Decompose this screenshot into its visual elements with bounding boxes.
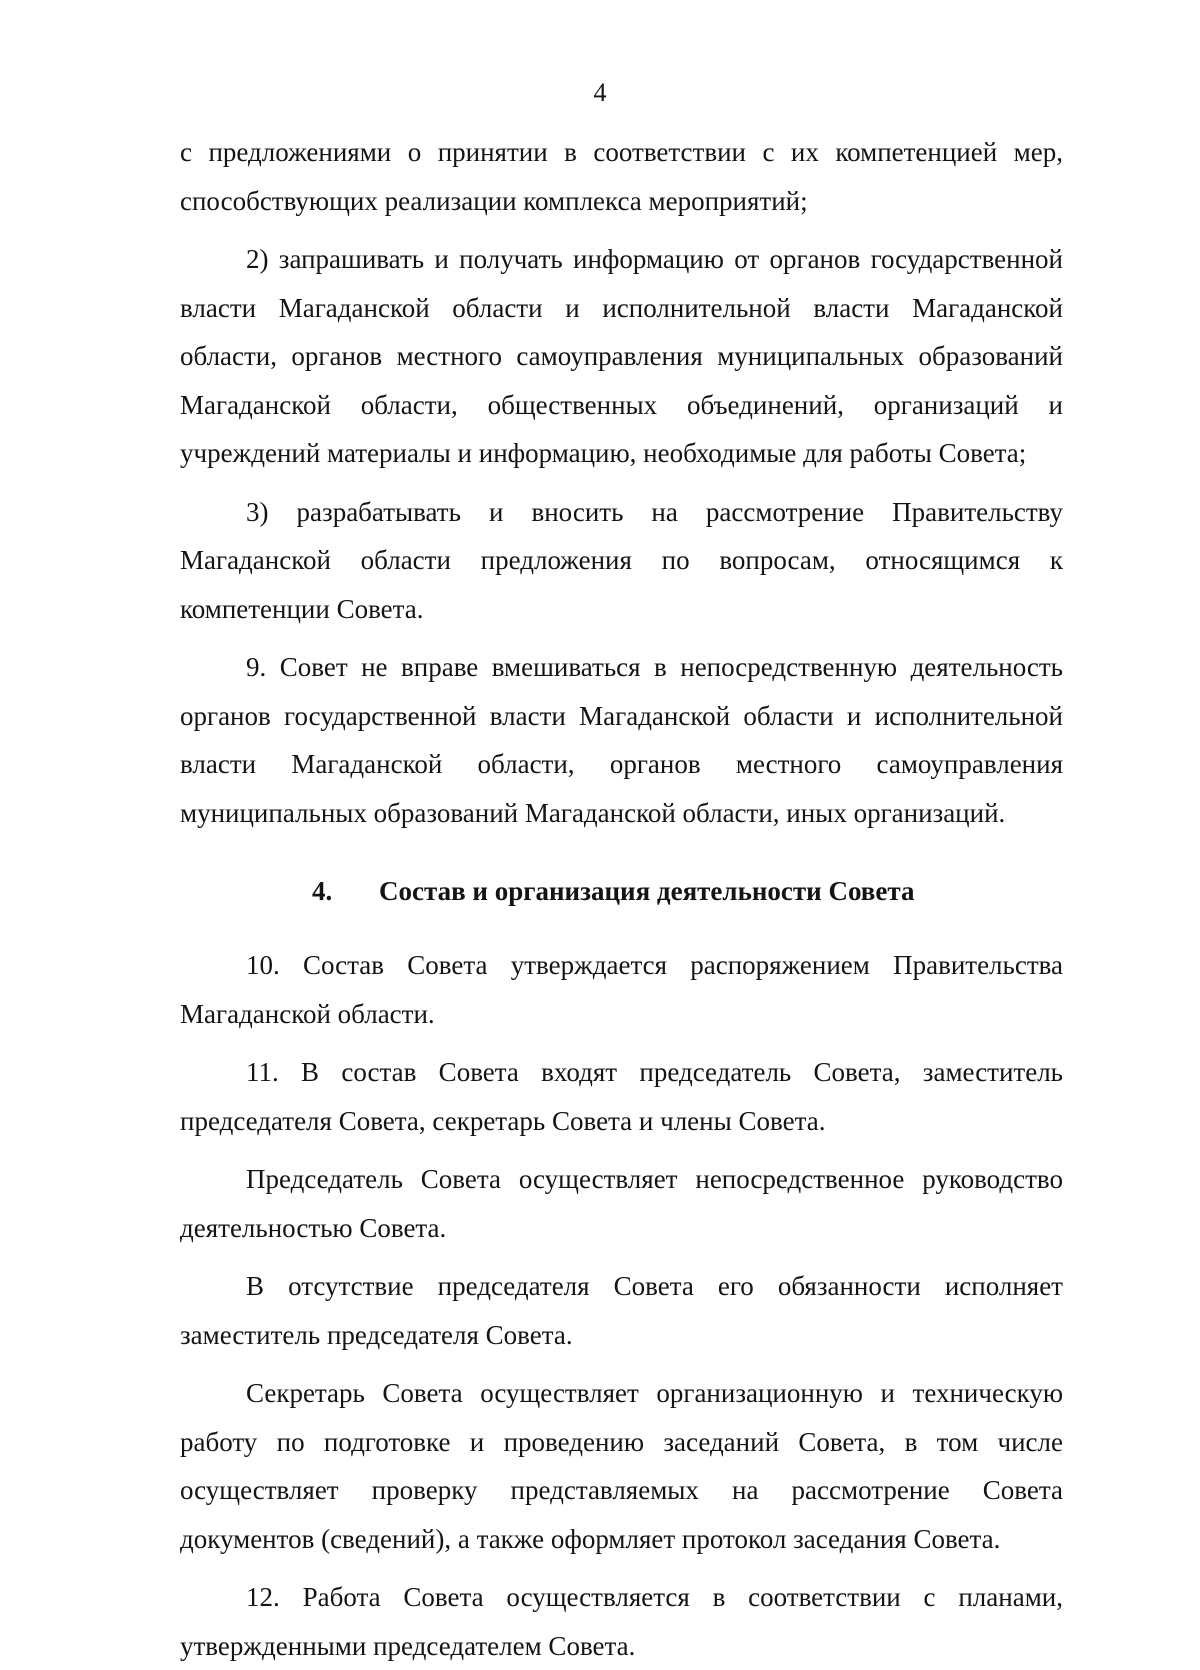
page-number: 4 [593, 78, 607, 107]
paragraph-item-10: 10. Состав Совета утверждается распоряжением Правительства Магаданской области. [180, 950, 1063, 1029]
paragraph-absence: В отсутствие председателя Совета его обязанности исполняет заместитель председателя Совета. [180, 1271, 1063, 1350]
section-title: Состав и организация деятельности Совета [379, 876, 915, 906]
section-number: 4. [312, 876, 333, 906]
paragraph-item-9: 9. Совет не вправе вмешиваться в непосредственную деятельность органов государственной власти Магаданской области и исполнительной власти Магаданской области, органов местного самоуправления муниципальных образований Магаданской области, иных организаций. [180, 652, 1063, 828]
paragraph-item-11: 11. В состав Совета входят председатель Совета, заместитель председателя Совета, секретарь Совета и члены Совета. [180, 1057, 1063, 1136]
paragraph-item-2: 2) запрашивать и получать информацию от органов государственной власти Магаданской области и исполнительной власти Магаданской области, органов местного самоуправления муниципальных образований Магаданской области, общественных объединений, организаций и учреждений материалы и информацию, необходимые для работы Совета; [180, 244, 1063, 468]
document-body [180, 128, 1063, 1670]
paragraph-item-3: 3) разрабатывать и вносить на рассмотрение Правительству Магаданской области предложения по вопросам, относящимся к компетенции Совета. [180, 496, 1063, 624]
section-heading [180, 871, 1063, 911]
paragraph-secretary: Секретарь Совета осуществляет организационную и техническую работу по подготовке и проведению заседаний Совета, в том числе осуществляет проверку представляемых на рассмотрение Совета документов (сведений), а также оформляет протокол заседания Совета. [180, 1378, 1063, 1554]
paragraph-continuation: с предложениями о принятии в соответствии с их компетенцией мер, способствующих реализации комплекса мероприятий; [180, 137, 1063, 216]
paragraph-chairman: Председатель Совета осуществляет непосредственное руководство деятельностью Совета. [180, 1164, 1063, 1243]
paragraph-item-12: 12. Работа Совета осуществляется в соответствии с планами, утвержденными председателем Совета. [180, 1582, 1063, 1661]
